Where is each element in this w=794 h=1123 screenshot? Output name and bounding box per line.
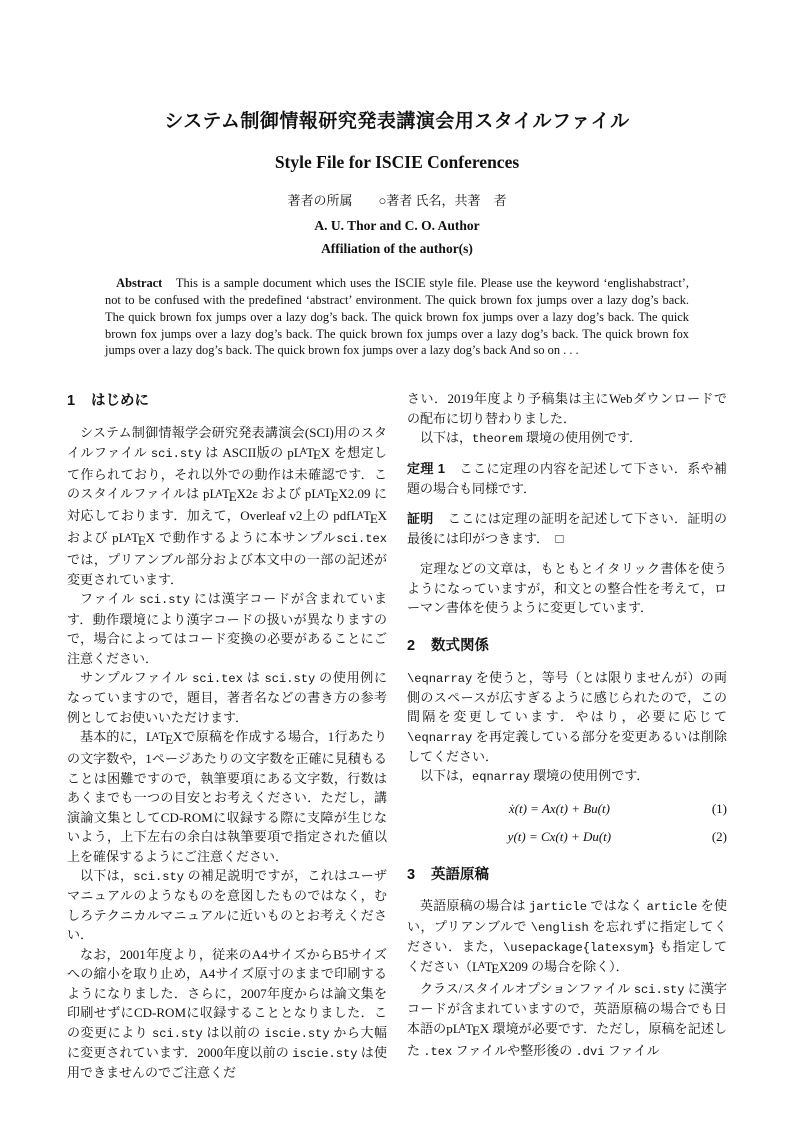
- inline-code: .tex: [423, 1044, 453, 1059]
- latex-logo-e: E: [165, 731, 174, 747]
- authors-ja: 著者の所属 ○著者 氏名，共著 者: [287, 193, 507, 208]
- paper-title-ja: システム制御情報研究発表講演会用スタイルファイル: [164, 111, 630, 132]
- abstract-label: Abstract: [116, 276, 163, 290]
- section-number: 2: [407, 637, 416, 654]
- equation-number: (2): [711, 829, 727, 845]
- latex-logo-a: A: [124, 532, 132, 543]
- section-heading: [407, 865, 727, 887]
- latex-logo-a: A: [478, 961, 486, 972]
- section-number: 1: [67, 393, 76, 410]
- paragraph: 基本的に，$L^ATEX$で原稿を作成する場合，1行あたりの文字数や，1ページあたりの文字数を正確に見積もることは困難ですので，執筆要項にある文字数，行数はあくまでも一つの目安とお考えください．ただし，講演論文集としてCD-ROMに収録する際に支障が生じないよう，上下左右の余白は執筆要項で指定された値以上を確保するようにご注意ください．: [67, 729, 388, 864]
- paragraph: ファイル sci.sty には漢字コードが含まれています．動作環境により漢字コードの扱いが異なりますので，場合によってはコード変換の必要があることにご注意ください．: [67, 591, 387, 666]
- paragraph: システム制御情報学会研究発表講演会(SCI)用のスタイルファイル sci.sty は ASCII版の $pL^ATEX$ を想定して作られており，それ以外での動作は未確認です．このスタイルファイルは $pL^ATEX2\varepsilon$ および $pL^ATEX2.09$ に対応しております．加えて，Overleaf v2上の pdfL$^A$TEX および $pL^ATEX$ で動作するように本サンプルsci.tex では，プリアンブル部分および本文中の一部の記述が変更されています．: [67, 425, 388, 587]
- theorem-block: [407, 459, 727, 498]
- latex-logo-a: A: [317, 488, 325, 499]
- equation-number: (1): [711, 800, 727, 816]
- abstract-block: [105, 275, 689, 359]
- inline-code: iscie.sty: [264, 1026, 330, 1041]
- latex-logo-a: A: [300, 446, 307, 457]
- latex-logo-a: A: [356, 510, 364, 521]
- latex-logo-a: A: [152, 731, 160, 742]
- theorem-block: [407, 509, 727, 548]
- inline-code: \usepackage{latexsym}: [502, 940, 656, 955]
- equation-row: [407, 799, 727, 819]
- right-column: [407, 389, 727, 1082]
- abstract-text: This is a sample document which uses the ISCIE style file. Please use the keyword ‘englishabstract’, not to be confused with the predefined ‘abstract’ environment. The quick brown fox jumps over a lazy dog’s back. The quick brown fox jumps over a lazy dog’s back. The quick brown fox jumps over a lazy dog’s back. The quick brown fox jumps over a lazy dog’s back. The quick brown fox jumps over a lazy dog’s back. The quick brown fox jumps over a lazy dog’s back. The quick brown fox jumps over a lazy dog’s back And so on . . .: [105, 276, 689, 358]
- theorem-text: ここには定理の証明を記述して下さい．証明の最後には印がつきます． □: [407, 511, 727, 546]
- latex-logo-e: E: [491, 961, 500, 977]
- paragraph: \eqnarray を使うと，等号（とは限りませんが）の両側のスペースが広すぎるように感じられたので，この間隔を変更しています．やはり，必要に応じて \eqnarray を再定義している部分を変更あるいは削除してください．: [407, 669, 727, 764]
- paragraph: クラス/スタイルオプションファイル sci.sty に漢字コードが含まれていますので，英語原稿の場合でも日本語の$pL^ATEX$ 環境が必要です．ただし，原稿を記述した .tex ファイルや整形後の .dvi ファイル: [407, 980, 727, 1059]
- theorem-label: 定理 1: [407, 461, 445, 477]
- inline-code: sci.sty: [139, 593, 190, 608]
- inline-code: article: [646, 900, 698, 915]
- inline-code: eqnarray: [472, 770, 531, 785]
- section-title: はじめに: [91, 393, 150, 410]
- inline-code: sci.sty: [633, 982, 685, 997]
- paragraph: 以下は，theorem 環境の使用例です．: [420, 430, 642, 447]
- inline-code: sci.sty: [264, 672, 316, 687]
- latex-logo-e: E: [313, 447, 321, 463]
- equation: ẋ(t) = Ax(t) + Bu(t): [508, 800, 610, 816]
- latex-logo-a: A: [215, 488, 223, 499]
- inline-code: sci.sty: [150, 446, 202, 461]
- latex-logo-e: E: [137, 532, 146, 548]
- inline-code: .dvi: [575, 1044, 605, 1059]
- two-column-body: [67, 389, 727, 1082]
- section-title: 数式関係: [431, 637, 490, 654]
- equation-group: [407, 799, 727, 847]
- paragraph: 以下は，sci.sty の補足説明ですが，これはユーザマニュアルのようなものを意図したものではなく，むしろテクニカルマニュアルに近いものとお考えください．: [67, 868, 387, 943]
- paper-title-en: Style File for ISCIE Conferences: [274, 152, 520, 172]
- inline-code: \eqnarray: [407, 671, 473, 686]
- section-heading: [407, 636, 727, 658]
- latex-logo-e: E: [369, 510, 378, 526]
- left-column: [67, 389, 387, 1082]
- inline-code: iscie.sty: [292, 1047, 358, 1062]
- inline-code: sci.sty: [151, 1026, 203, 1041]
- latex-logo-e: E: [330, 488, 339, 504]
- paragraph: なお，2001年度より，従来のA4サイズからB5サイズへの縮小を取り止め，A4サイズ原寸のままで印刷するようになりました．さらに，2007年度からは論文集を印刷せずにCD-ROMに収録することとなりました．この変更により sci.sty は以前の iscie.sty から大幅に変更されています．2000年度以前の iscie.sty は使用できませんのでご注意くだ: [67, 946, 387, 1081]
- equation-row: [407, 827, 727, 847]
- latex-logo-a: A: [459, 1022, 466, 1033]
- paper-header: [67, 106, 727, 257]
- inline-code: jarticle: [528, 900, 587, 915]
- inline-code: sci.tex: [336, 532, 387, 547]
- theorem-text: ここに定理の内容を記述して下さい．系や補題の場合も同様です．: [407, 461, 727, 496]
- theorem-label: 証明: [407, 511, 434, 527]
- inline-code: \english: [530, 920, 589, 935]
- inline-code: \eqnarray: [407, 730, 473, 745]
- inline-code: theorem: [472, 432, 523, 447]
- paragraph: 英語原稿の場合は jarticle ではなく article を使い，プリアンブルで \english を忘れずに指定してください．また，\usepackage{latexsym} も指定してください（$L^ATEX209$ の場合を除く）．: [407, 898, 727, 977]
- paragraph: 定理などの文章は，もともとイタリック書体を使うようになっていますが，和文との整合性を考えて，ローマン書体を使うように変更しています．: [407, 561, 727, 616]
- paragraph: さい．2019年度より予稿集は主にWebダウンロードでの配布に切り替わりました．: [407, 391, 727, 426]
- section-title: 英語原稿: [431, 866, 490, 883]
- affiliation: Affiliation of the author(s): [321, 241, 473, 256]
- paragraph: 以下は，eqnarray 環境の使用例です．: [420, 768, 650, 785]
- latex-logo-e: E: [228, 488, 237, 504]
- inline-code: sci.sty: [133, 870, 185, 885]
- authors-en: A. U. Thor and C. O. Author: [314, 218, 480, 233]
- equation: y(t) = Cx(t) + Du(t): [507, 829, 612, 845]
- section-number: 3: [407, 866, 416, 883]
- section-heading: [67, 391, 387, 413]
- inline-code: sci.tex: [192, 672, 243, 687]
- latex-logo-e: E: [472, 1023, 480, 1039]
- paragraph: サンプルファイル sci.tex は sci.sty の使用例になっていますので，題目，著者名などの書き方の参考例としてお使いいただけます．: [67, 670, 387, 725]
